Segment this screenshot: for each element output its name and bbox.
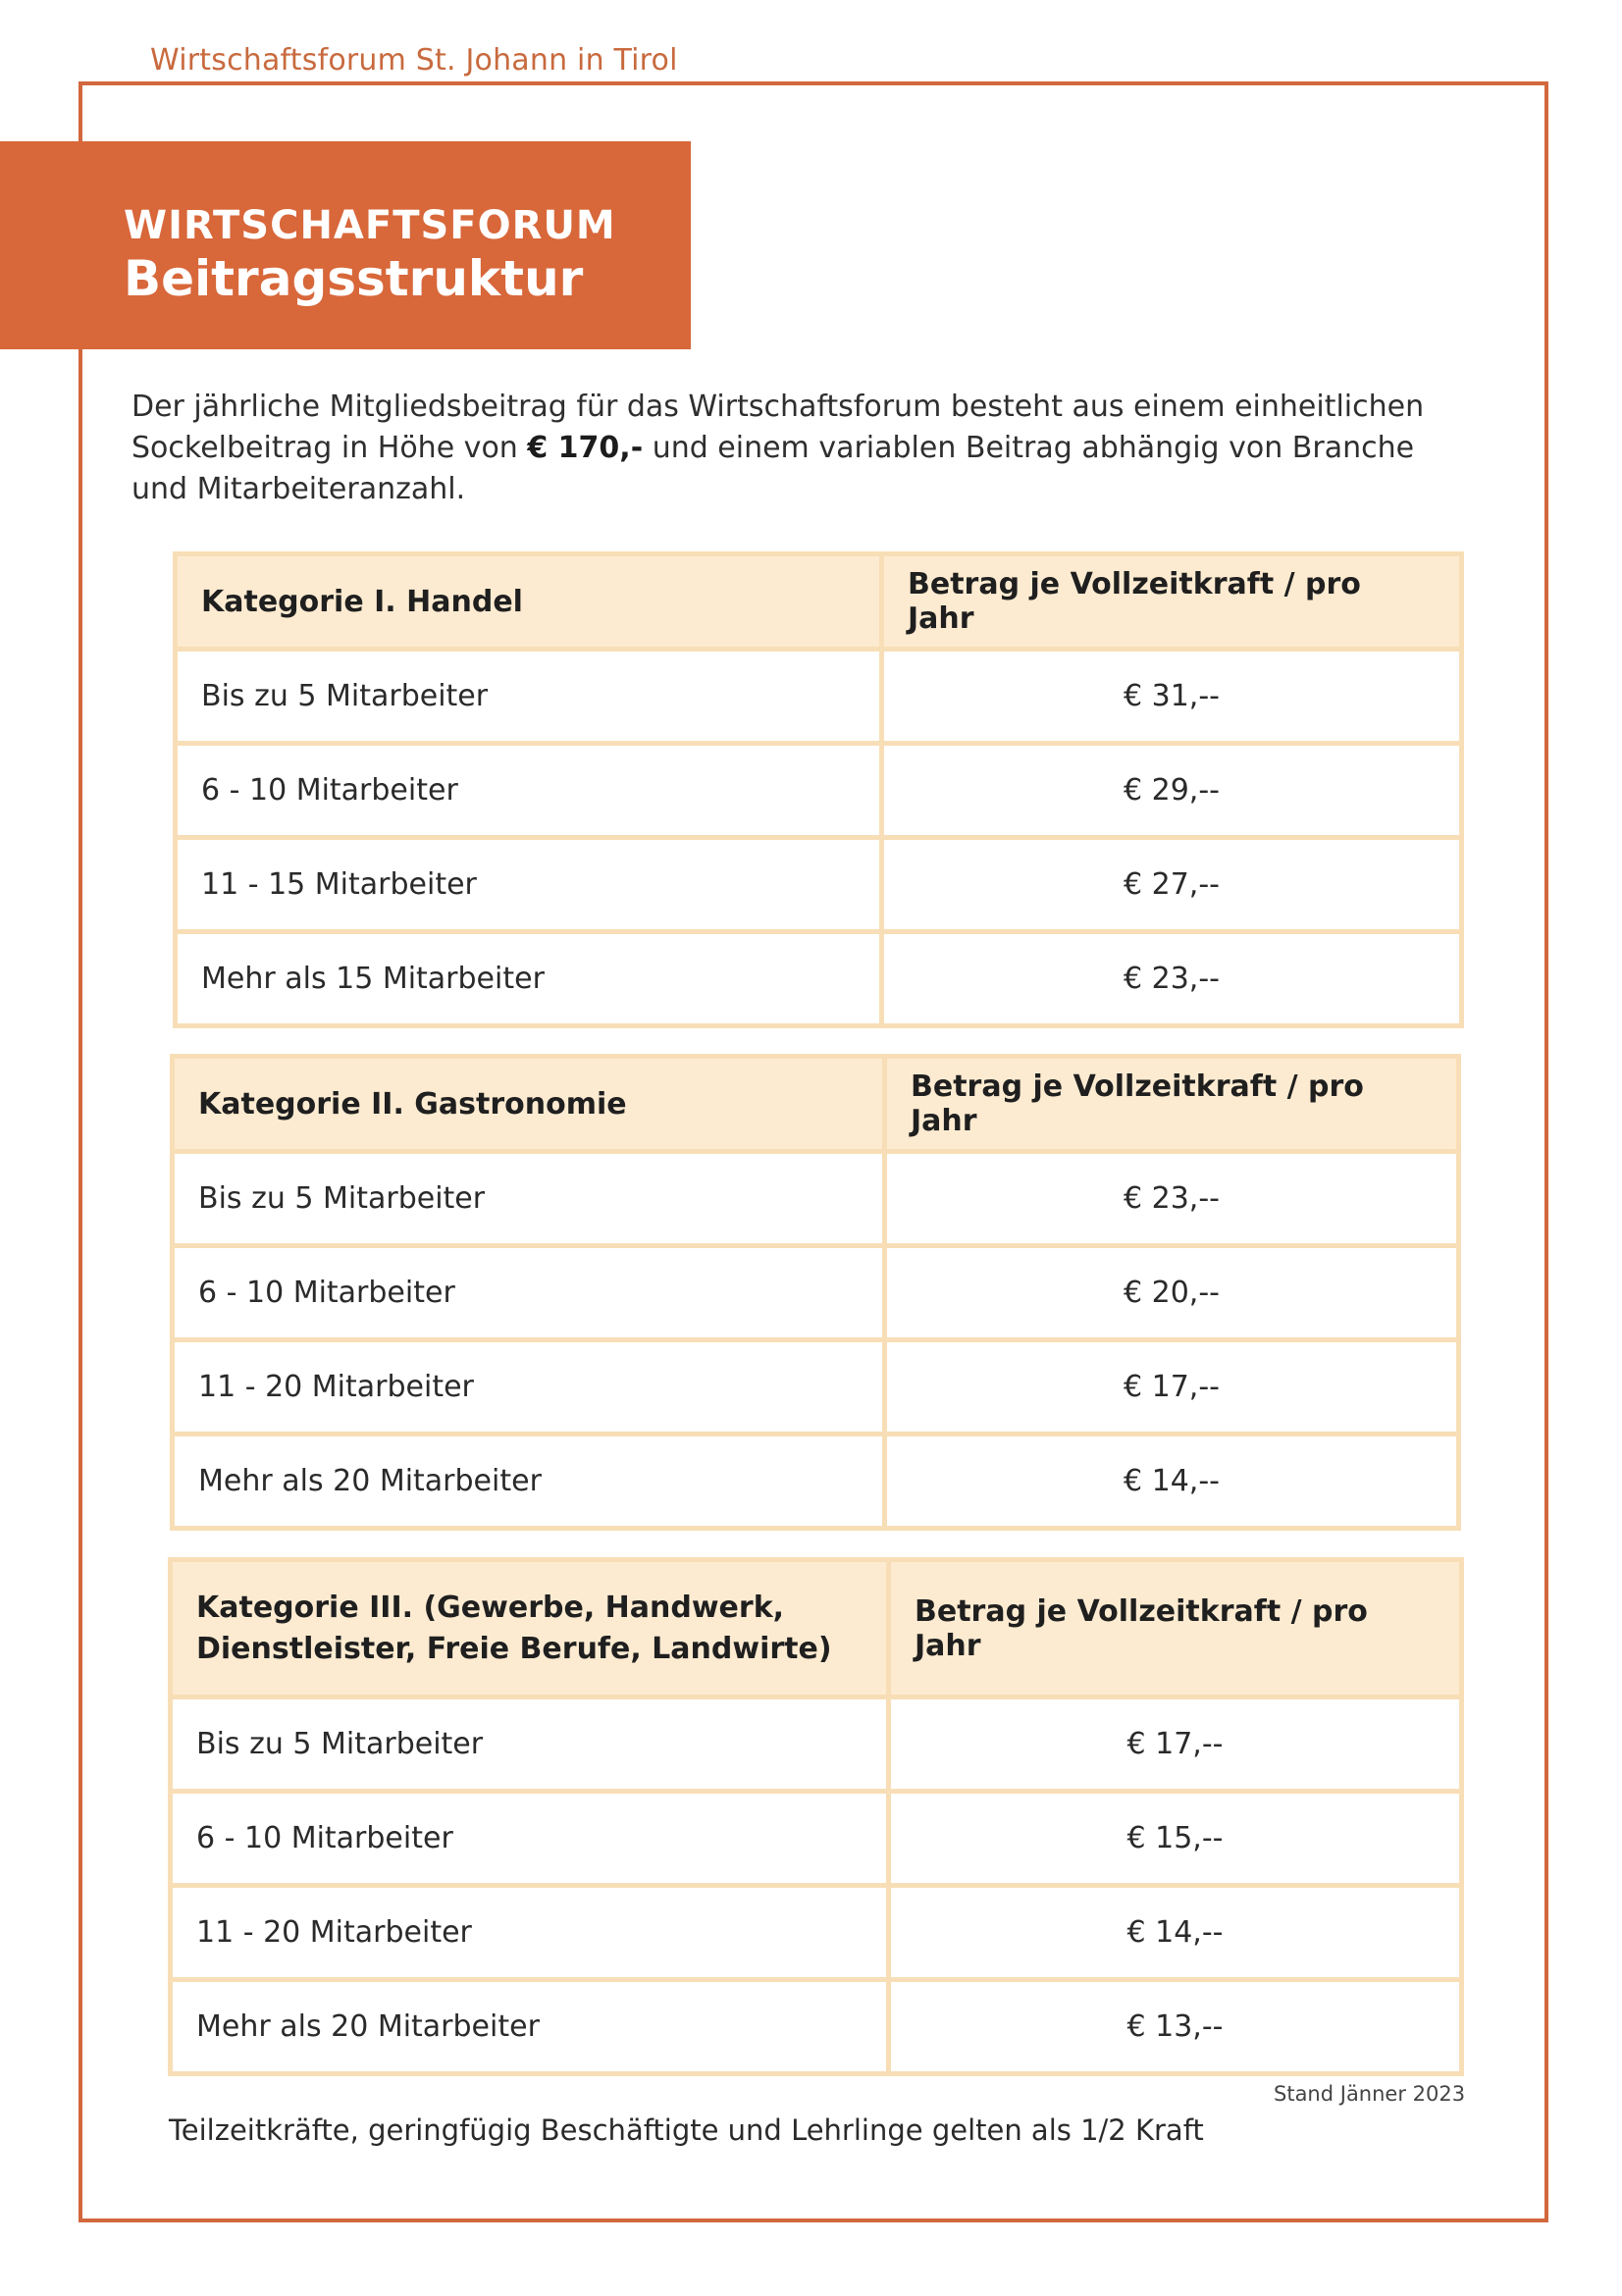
table-row xyxy=(171,1886,1462,1980)
table-row xyxy=(176,838,1462,932)
amount-header: Betrag je Vollzeitkraft / pro Jahr xyxy=(885,1057,1459,1152)
table-row xyxy=(171,1980,1462,2074)
stand-date: Stand Jänner 2023 xyxy=(1274,2082,1466,2106)
row-amount: € 14,-- xyxy=(889,1886,1462,1980)
table-row xyxy=(173,1435,1459,1529)
row-amount: € 17,-- xyxy=(885,1340,1459,1435)
row-amount: € 17,-- xyxy=(889,1697,1462,1792)
table-row xyxy=(173,1246,1459,1340)
table-row xyxy=(173,1340,1459,1435)
table-row xyxy=(176,932,1462,1026)
row-label: 11 - 15 Mitarbeiter xyxy=(176,838,882,932)
row-label: 6 - 10 Mitarbeiter xyxy=(171,1792,889,1886)
table-header-row xyxy=(176,554,1462,650)
row-label: Mehr als 15 Mitarbeiter xyxy=(176,932,882,1026)
table-row xyxy=(173,1152,1459,1246)
header-label: Wirtschaftsforum St. Johann in Tirol xyxy=(150,43,678,78)
table-header-row xyxy=(173,1057,1459,1152)
table-row xyxy=(176,650,1462,744)
row-amount: € 23,-- xyxy=(885,1152,1459,1246)
amount-header: Betrag je Vollzeitkraft / pro Jahr xyxy=(889,1560,1462,1697)
intro-amount: € 170,- xyxy=(527,431,644,465)
row-amount: € 20,-- xyxy=(885,1246,1459,1340)
intro-text-1: Der jährliche Mitgliedsbeitrag für das Wirtschaftsforum besteht aus einem einheitlichen Sockelbeitrag in Höhe von xyxy=(131,390,1425,465)
intro-paragraph xyxy=(131,387,1437,510)
fee-table-gewerbe xyxy=(168,1557,1464,2076)
fee-table-gastronomie xyxy=(170,1054,1461,1531)
category-header: Kategorie III. (Gewerbe, Handwerk, Dienstleister, Freie Berufe, Landwirte) xyxy=(171,1560,889,1697)
table-row xyxy=(171,1792,1462,1886)
row-amount: € 27,-- xyxy=(882,838,1462,932)
banner-subtitle: Beitragsstruktur xyxy=(124,250,584,307)
footnote: Teilzeitkräfte, geringfügig Beschäftigte und Lehrlinge gelten als 1/2 Kraft xyxy=(169,2113,1204,2147)
row-amount: € 23,-- xyxy=(882,932,1462,1026)
row-amount: € 15,-- xyxy=(889,1792,1462,1886)
row-label: 6 - 10 Mitarbeiter xyxy=(176,744,882,838)
category-header: Kategorie II. Gastronomie xyxy=(173,1057,885,1152)
row-label: Bis zu 5 Mitarbeiter xyxy=(171,1697,889,1792)
row-label: Mehr als 20 Mitarbeiter xyxy=(171,1980,889,2074)
table-header-row xyxy=(171,1560,1462,1697)
row-label: 11 - 20 Mitarbeiter xyxy=(171,1886,889,1980)
row-label: 6 - 10 Mitarbeiter xyxy=(173,1246,885,1340)
row-label: Bis zu 5 Mitarbeiter xyxy=(176,650,882,744)
table-row xyxy=(176,744,1462,838)
row-label: Bis zu 5 Mitarbeiter xyxy=(173,1152,885,1246)
row-label: Mehr als 20 Mitarbeiter xyxy=(173,1435,885,1529)
row-amount: € 13,-- xyxy=(889,1980,1462,2074)
table-row xyxy=(171,1697,1462,1792)
row-label: 11 - 20 Mitarbeiter xyxy=(173,1340,885,1435)
row-amount: € 29,-- xyxy=(882,744,1462,838)
category-header: Kategorie I. Handel xyxy=(176,554,882,650)
intro-text-2: und einem variablen Beitrag abhängig von Branche und Mitarbeiteranzahl. xyxy=(131,431,1415,506)
row-amount: € 31,-- xyxy=(882,650,1462,744)
banner-title: WIRTSCHAFTSFORUM xyxy=(124,203,616,248)
row-amount: € 14,-- xyxy=(885,1435,1459,1529)
title-banner xyxy=(0,141,691,349)
fee-table-handel xyxy=(173,551,1464,1028)
amount-header: Betrag je Vollzeitkraft / pro Jahr xyxy=(882,554,1462,650)
